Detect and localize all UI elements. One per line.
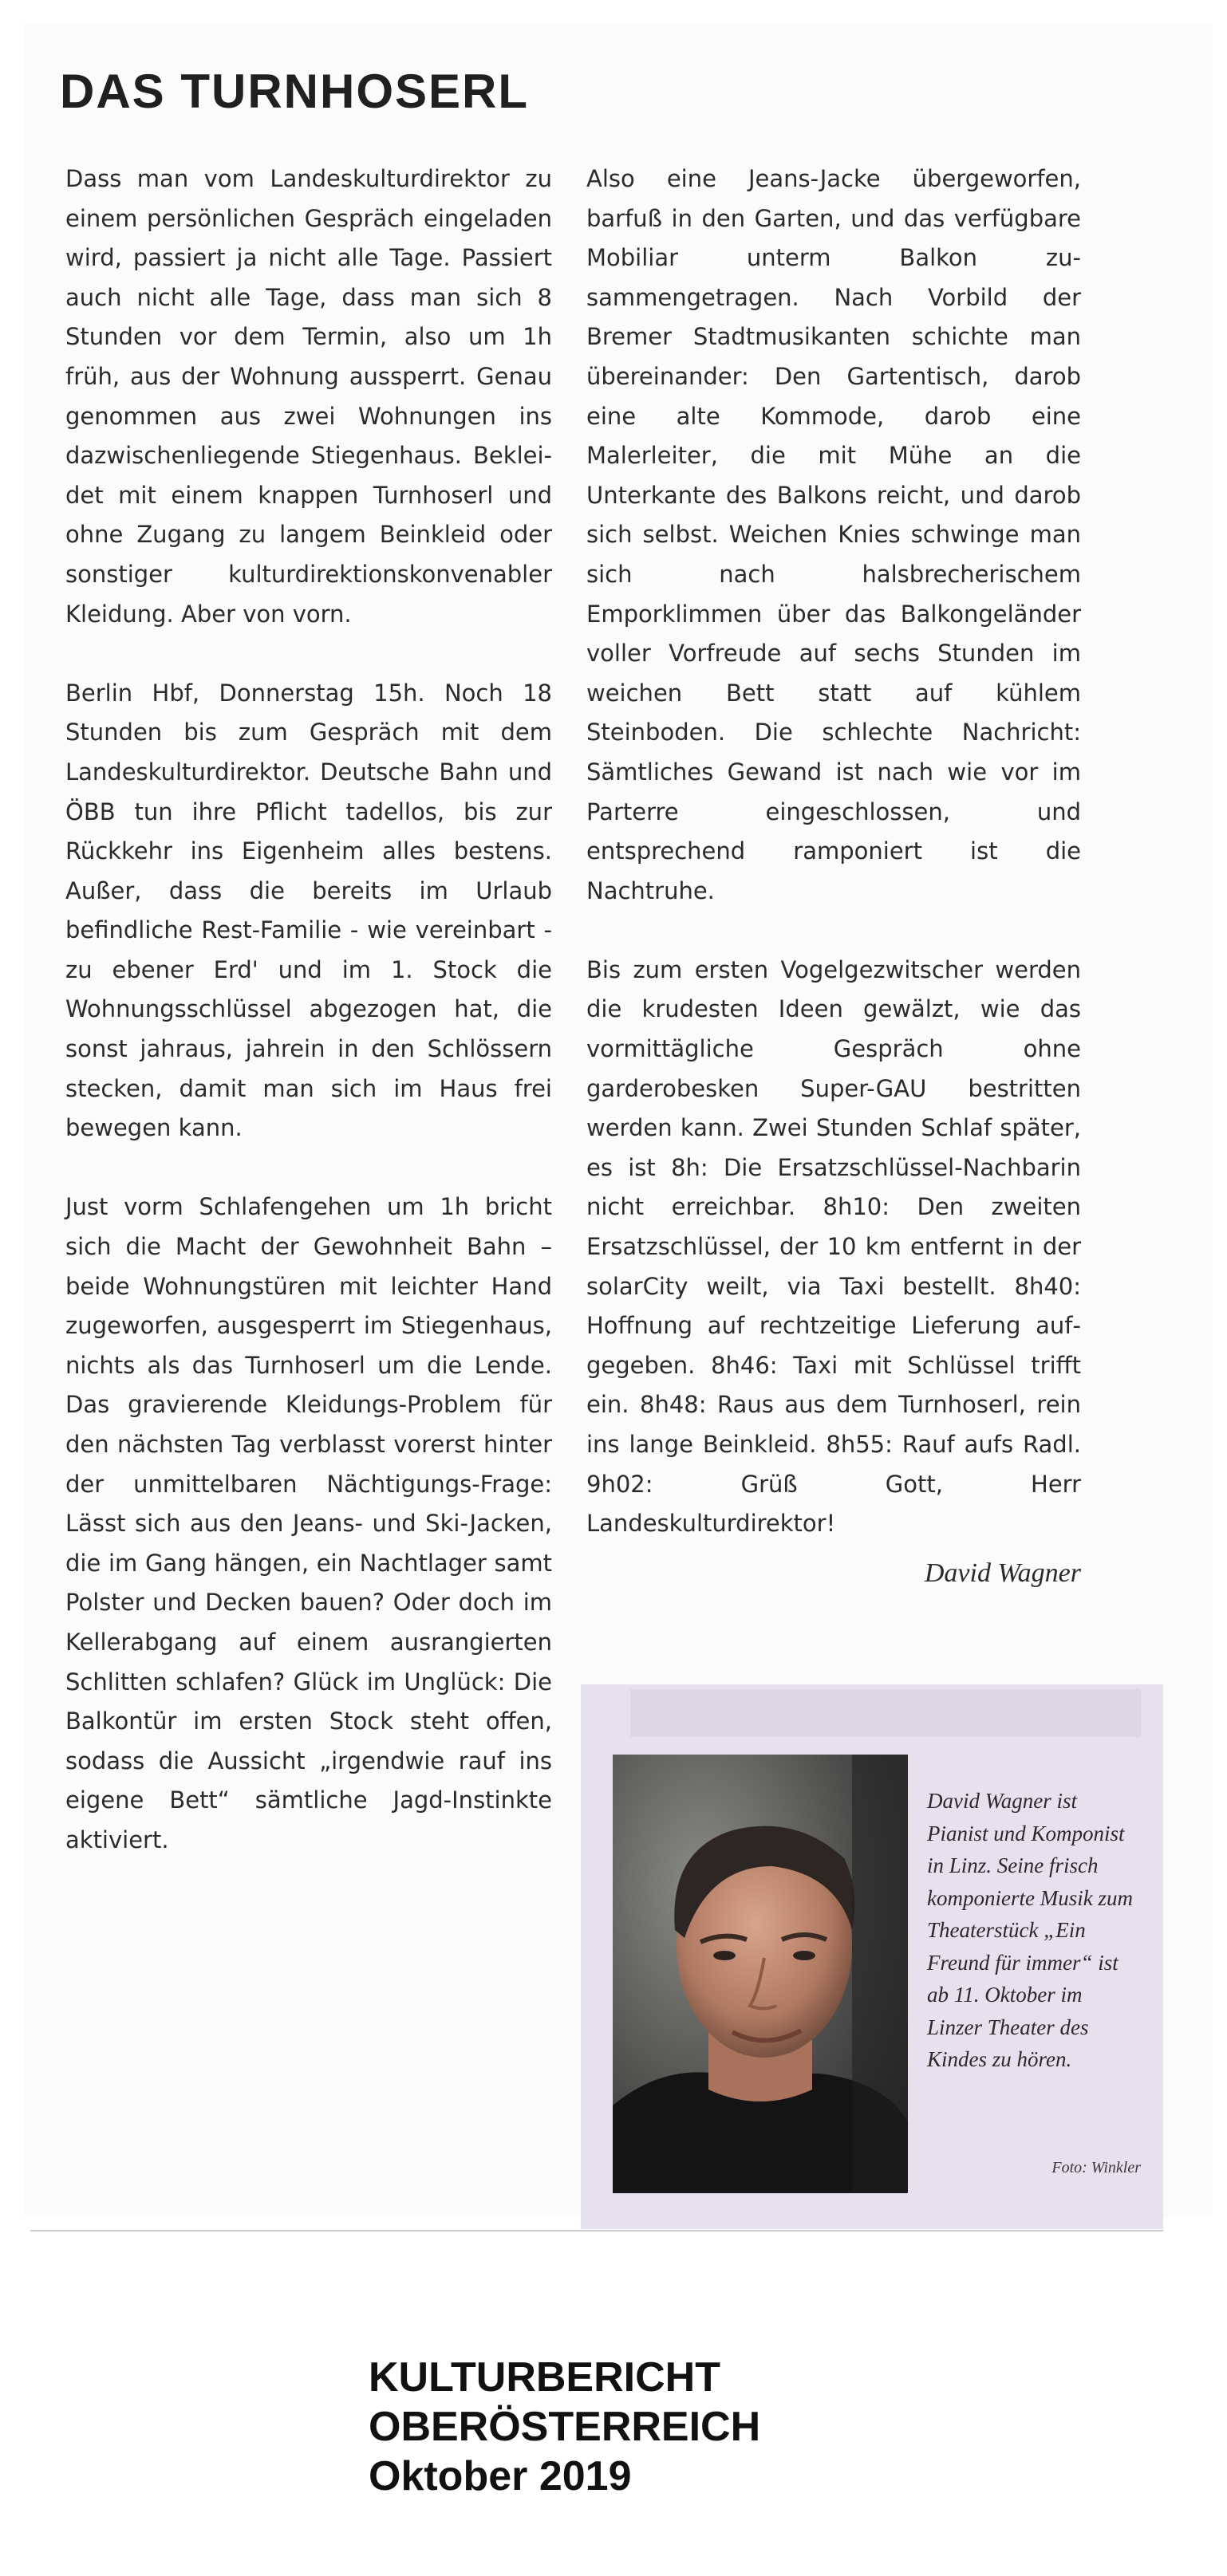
left-column [65, 160, 552, 1861]
print-bleed-through [630, 1689, 1141, 1737]
masthead-line-3: Oktober 2019 [369, 2453, 632, 2499]
right-column [586, 160, 1081, 1593]
bio-caption: David Wagner ist Pianist und Komponist in Linz. Seine frisch komponierte Musik zum Theaterstück „Ein Freund für immer“ ist ab 11. Oktober im Linzer Theater des Kindes zu hören. [927, 1789, 1133, 2071]
paragraph: Bis zum ersten Vogelgezwitscher werden die krudesten Ideen gewälzt, wie das vormittägliche Gespräch ohne garderobesken Super-GAU bestritten werden kann. Zwei Stunden Schlaf später, es ist 8h: Die Ersatzschlüssel-Nachbarin nicht erreichbar. 8h10: Den zweiten Ersatzschlüssel, der 10 km entfernt in der solarCity weilt, via Taxi bestellt. 8h40: Hoffnung auf rechtzeitige Lieferung aufgegeben. 8h46: Taxi mit Schlüssel trifft ein. 8h48: Raus aus dem Turnhoserl, rein ins lange Beinkleid. 8h55: Rauf aufs Radl. 9h02: Grüß Gott, Herr Landeskulturdirektor! [586, 955, 1081, 1538]
masthead-line-2: OBERÖSTERREICH [369, 2404, 761, 2450]
photo-credit: Foto: Winkler [1051, 2159, 1141, 2176]
paragraph: Berlin Hbf, Donnerstag 15h. Noch 18 Stunden bis zum Gespräch mit dem Landeskulturdirektor. Deutsche Bahn und ÖBB tun ihre Pflicht tadellos, bis zur Rückkehr ins Eigenheim alles bestens. Außer, dass die bereits im Urlaub befindliche Rest-Familie - wie vereinbart - zu ebener Erd' und im 1. Stock die Wohnungsschlüssel abgezogen hat, die sonst jahraus, jahrein in den Schlössern stecken, damit man sich im Haus frei bewegen kann. [65, 679, 552, 1142]
author-signature: David Wagner [924, 1558, 1081, 1588]
paragraph: Dass man vom Landeskulturdirektor zu einem persönlichen Gespräch eingeladen wird, passiert ja nicht alle Tage. Passiert auch nicht alle Tage, dass man sich 8 Stunden vor dem Termin, also um 1h früh, aus der Wohnung aussperrt. Genau genommen aus zwei Wohnungen ins dazwischenliegende Stiegenhaus. Bekleidet mit einem knappen Turnhoserl und ohne Zugang zu langem Beinkleid oder sonstiger kulturdirektionskonvenabler Kleidung. Aber von vorn. [65, 165, 552, 628]
author-photo [613, 1755, 908, 2193]
paragraph: Also eine Jeans-Jacke übergeworfen, barfuß in den Garten, und das verfügbare Mobiliar unterm Balkon zusammengetragen. Nach Vorbild der Bremer Stadtmusikanten schichte man übereinander: Den Gartentisch, darob eine alte Kommode, darob eine Malerleiter, die mit Mühe an die Unterkante des Balkons reicht, und darob sich selbst. Weichen Knies schwinge man sich nach halsbrecherischem Emporklimmen über das Balkongeländer voller Vorfreude auf sechs Stunden im weichen Bett statt auf kühlem Steinboden. Die schlechte Nachricht: Sämtliches Gewand ist nach wie vor im Parterre eingeschlossen, und entsprechend ramponiert ist die Nachtruhe. [586, 165, 1081, 904]
article-title: DAS TURNHOSERL [60, 65, 530, 118]
publication-masthead [369, 2353, 760, 2501]
portrait-image [613, 1755, 908, 2193]
section-divider [30, 2230, 1163, 2231]
paragraph: Just vorm Schlafengehen um 1h bricht sich die Macht der Gewohnheit Bahn – beide Wohnungstüren mit leichter Hand zugeworfen, ausgesperrt im Stiegenhaus, nichts als das Turnhoserl um die Lende. Das gravierende Kleidungs-Problem für den nächsten Tag verblasst vorerst hinter der unmittelbaren Nächtigungs-Frage: Lässt sich aus den Jeans- und Ski-Jacken, die im Gang hängen, ein Nachtlager samt Polster und Decken bauen? Oder doch im Kellerabgang auf einem ausrangierten Schlitten schlafen? Glück im Unglück: Die Balkontür im ersten Stock steht offen, sodass die Aussicht „irgendwie rauf ins eigene Bett“ sämtliche Jagd-Instinkte aktiviert. [65, 1193, 552, 1853]
masthead-line-1: KULTURBERICHT [369, 2354, 720, 2401]
